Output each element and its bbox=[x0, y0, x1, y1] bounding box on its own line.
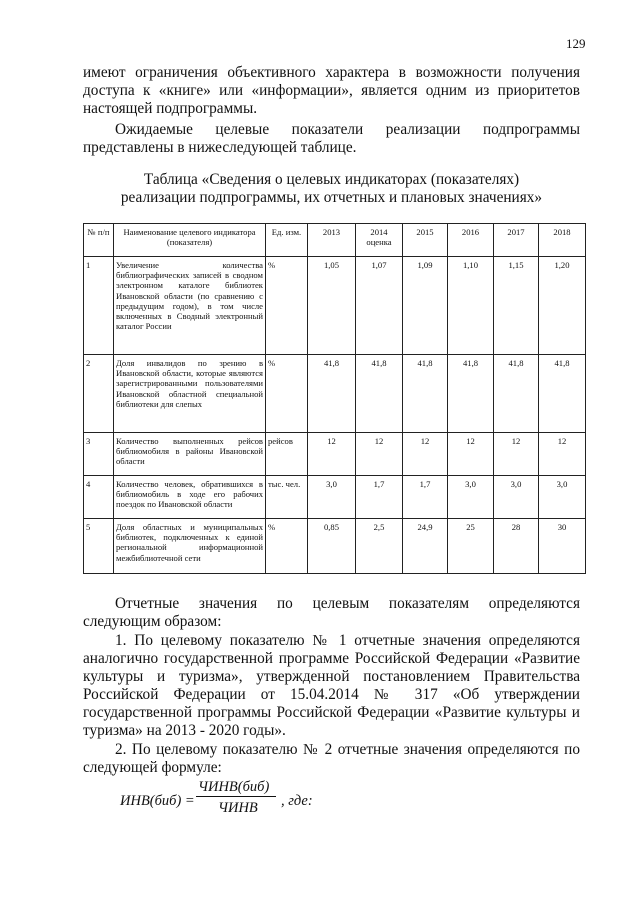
formula-lhs: ИНВ(биб) = bbox=[120, 793, 195, 809]
row-num: 4 bbox=[84, 476, 114, 519]
header-2015: 2015 bbox=[403, 224, 448, 257]
row-name: Количество человек, обратившихся в библиомобиль в ходе его рабочих поездок по Ивановской области bbox=[114, 476, 266, 519]
table-row bbox=[84, 355, 586, 433]
paragraph-2-line-4: Российской Федерации от 15.04.2014 № 317 «Об утверждении bbox=[83, 686, 580, 703]
row-unit: % bbox=[266, 355, 308, 433]
header-2014: 2014 оценка bbox=[356, 224, 403, 257]
paragraph-2-line-2: аналогично государственной программе Российской Федерации «Развитие bbox=[83, 650, 580, 667]
intro-line-1: имеют ограничения объективного характера в возможности получения bbox=[83, 64, 580, 81]
formula-fraction-bar bbox=[196, 796, 276, 797]
paragraph-3-line-1: 2. По целевому показателю № 2 отчетные значения определяются по bbox=[115, 741, 580, 758]
row-value-2018: 12 bbox=[539, 433, 586, 476]
row-value-2014: 1,07 bbox=[356, 257, 403, 355]
paragraph-1-line-1: Отчетные значения по целевым показателям определяются bbox=[115, 595, 580, 612]
row-value-2014: 12 bbox=[356, 433, 403, 476]
row-value-2016: 41,8 bbox=[448, 355, 494, 433]
row-value-2013: 1,05 bbox=[308, 257, 356, 355]
row-value-2016: 1,10 bbox=[448, 257, 494, 355]
intro-line-3: настоящей подпрограммы. bbox=[83, 100, 258, 117]
row-value-2016: 25 bbox=[448, 519, 494, 574]
row-value-2017: 1,15 bbox=[494, 257, 539, 355]
row-value-2015: 1,7 bbox=[403, 476, 448, 519]
row-unit: % bbox=[266, 257, 308, 355]
paragraph-1-line-2: следующим образом: bbox=[83, 613, 222, 630]
row-value-2018: 41,8 bbox=[539, 355, 586, 433]
row-value-2018: 3,0 bbox=[539, 476, 586, 519]
row-value-2014: 2,5 bbox=[356, 519, 403, 574]
row-value-2018: 1,20 bbox=[539, 257, 586, 355]
formula-denominator: ЧИНВ bbox=[218, 800, 258, 816]
row-value-2017: 3,0 bbox=[494, 476, 539, 519]
page-number: 129 bbox=[566, 36, 586, 51]
row-num: 5 bbox=[84, 519, 114, 574]
row-value-2016: 3,0 bbox=[448, 476, 494, 519]
intro-line-5: представлены в нижеследующей таблице. bbox=[83, 139, 357, 156]
row-name: Доля инвалидов по зрению в Ивановской области, которые являются зарегистрированными пользователями Ивановской областной специальной библиотеки для слепых bbox=[114, 355, 266, 433]
row-value-2014: 41,8 bbox=[356, 355, 403, 433]
table-row bbox=[84, 433, 586, 476]
header-2013: 2013 bbox=[308, 224, 356, 257]
formula-tail: , где: bbox=[281, 793, 313, 809]
row-name: Доля областных и муниципальных библиотек, подключенных к единой региональной информационной межбиблиотечной сети bbox=[114, 519, 266, 574]
formula-numerator: ЧИНВ(биб) bbox=[198, 779, 270, 795]
row-name: Увеличение количества библиографических записей в сводном электронном каталоге библиотек Ивановской области (по сравнению с предыдущим годом), в том числе включенных в Сводный электронный каталог России bbox=[114, 257, 266, 355]
row-value-2015: 24,9 bbox=[403, 519, 448, 574]
intro-line-4: Ожидаемые целевые показатели реализации подпрограммы bbox=[115, 121, 580, 138]
row-value-2013: 0,85 bbox=[308, 519, 356, 574]
table-row bbox=[84, 257, 586, 355]
row-value-2013: 41,8 bbox=[308, 355, 356, 433]
row-value-2017: 41,8 bbox=[494, 355, 539, 433]
paragraph-2-line-3: культуры и туризма», утвержденной постановлением Правительства bbox=[83, 668, 580, 685]
paragraph-2-line-6: туризма» на 2013 - 2020 годы». bbox=[83, 722, 286, 739]
row-num: 1 bbox=[84, 257, 114, 355]
header-2016: 2016 bbox=[448, 224, 494, 257]
row-value-2013: 3,0 bbox=[308, 476, 356, 519]
row-name: Количество выполненных рейсов библиомобиля в районы Ивановской области bbox=[114, 433, 266, 476]
header-2017: 2017 bbox=[494, 224, 539, 257]
table-row bbox=[84, 519, 586, 574]
row-value-2014: 1,7 bbox=[356, 476, 403, 519]
table-caption-line-1: Таблица «Сведения о целевых индикаторах (показателях) bbox=[143, 171, 520, 188]
target-indicators-table bbox=[83, 223, 586, 574]
header-2018: 2018 bbox=[539, 224, 586, 257]
row-value-2017: 28 bbox=[494, 519, 539, 574]
row-value-2015: 12 bbox=[403, 433, 448, 476]
row-value-2016: 12 bbox=[448, 433, 494, 476]
row-num: 3 bbox=[84, 433, 114, 476]
header-name: Наименование целевого индикатора (показателя) bbox=[114, 224, 266, 257]
row-value-2017: 12 bbox=[494, 433, 539, 476]
row-unit: тыс. чел. bbox=[266, 476, 308, 519]
paragraph-2-line-1: 1. По целевому показателю № 1 отчетные значения определяются bbox=[115, 632, 580, 649]
row-unit: рейсов bbox=[266, 433, 308, 476]
row-value-2013: 12 bbox=[308, 433, 356, 476]
row-unit: % bbox=[266, 519, 308, 574]
row-value-2018: 30 bbox=[539, 519, 586, 574]
table-header-row bbox=[84, 224, 586, 257]
row-value-2015: 41,8 bbox=[403, 355, 448, 433]
intro-line-2: доступа к «книге» или «информации», является одним из приоритетов bbox=[83, 82, 580, 99]
table-row bbox=[84, 476, 586, 519]
table-caption-line-2: реализации подпрограммы, их отчетных и плановых значениях» bbox=[120, 189, 543, 206]
row-num: 2 bbox=[84, 355, 114, 433]
header-unit: Ед. изм. bbox=[266, 224, 308, 257]
paragraph-2-line-5: государственной программы Российской Федерации «Развитие культуры и bbox=[83, 704, 580, 721]
header-num: № п/п bbox=[84, 224, 114, 257]
paragraph-3-line-2: следующей формуле: bbox=[83, 759, 222, 776]
row-value-2015: 1,09 bbox=[403, 257, 448, 355]
